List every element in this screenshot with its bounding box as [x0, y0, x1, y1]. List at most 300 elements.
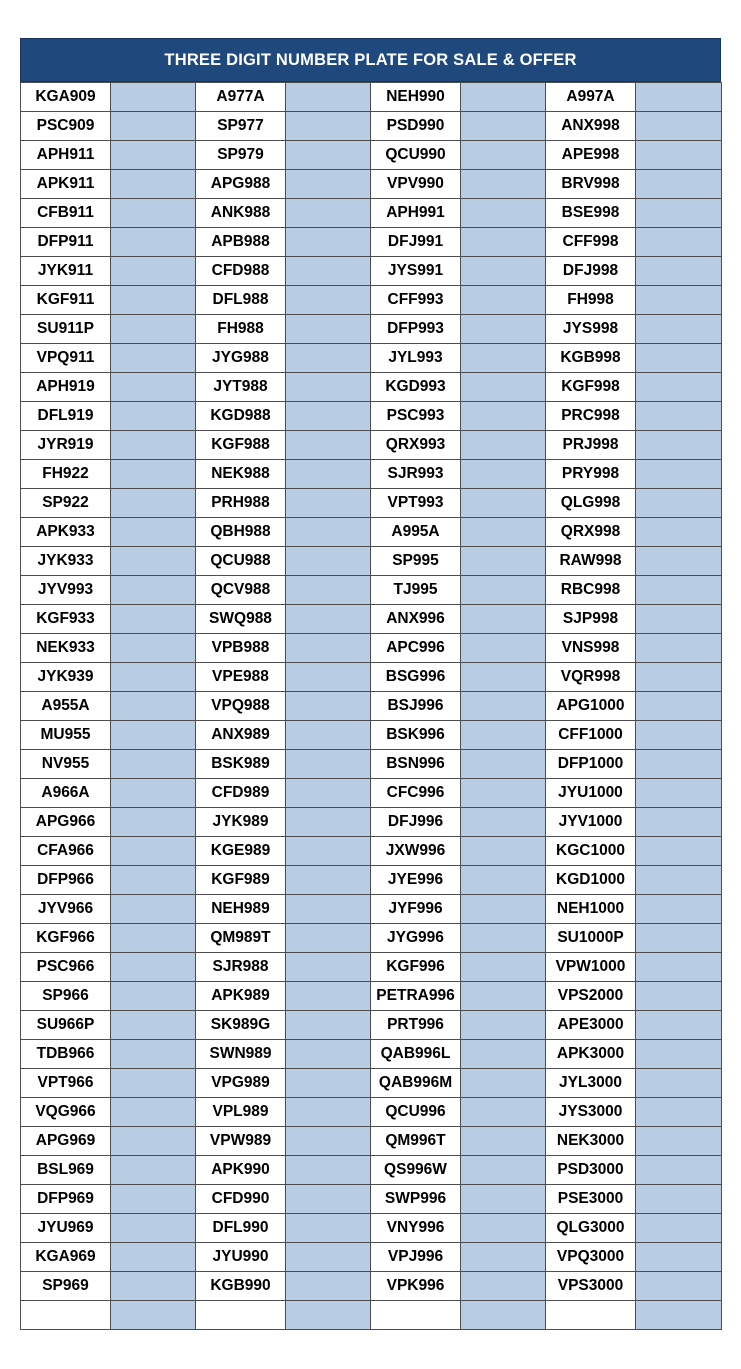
plate-number-cell[interactable]: KGD1000: [546, 866, 636, 895]
offer-cell[interactable]: [286, 373, 371, 402]
offer-cell[interactable]: [111, 721, 196, 750]
offer-cell[interactable]: [111, 344, 196, 373]
offer-cell[interactable]: [636, 924, 722, 953]
plate-number-cell[interactable]: A997A: [546, 83, 636, 112]
plate-number-cell[interactable]: KGD988: [196, 402, 286, 431]
offer-cell[interactable]: [636, 750, 722, 779]
offer-cell[interactable]: [461, 721, 546, 750]
offer-cell[interactable]: [111, 808, 196, 837]
plate-number-cell[interactable]: ANX989: [196, 721, 286, 750]
plate-number-cell[interactable]: VPB988: [196, 634, 286, 663]
plate-number-cell[interactable]: [196, 1301, 286, 1330]
plate-number-cell[interactable]: VQG966: [21, 1098, 111, 1127]
offer-cell[interactable]: [461, 141, 546, 170]
plate-number-cell[interactable]: PRJ998: [546, 431, 636, 460]
offer-cell[interactable]: [461, 1243, 546, 1272]
plate-number-cell[interactable]: QLG3000: [546, 1214, 636, 1243]
plate-number-cell[interactable]: APK989: [196, 982, 286, 1011]
offer-cell[interactable]: [636, 199, 722, 228]
plate-number-cell[interactable]: MU955: [21, 721, 111, 750]
plate-number-cell[interactable]: VPT993: [371, 489, 461, 518]
offer-cell[interactable]: [111, 431, 196, 460]
plate-number-cell[interactable]: QRX993: [371, 431, 461, 460]
offer-cell[interactable]: [636, 692, 722, 721]
plate-number-cell[interactable]: APB988: [196, 228, 286, 257]
offer-cell[interactable]: [636, 634, 722, 663]
offer-cell[interactable]: [461, 895, 546, 924]
offer-cell[interactable]: [461, 518, 546, 547]
offer-cell[interactable]: [111, 402, 196, 431]
plate-number-cell[interactable]: APK933: [21, 518, 111, 547]
offer-cell[interactable]: [461, 779, 546, 808]
plate-number-cell[interactable]: DFP969: [21, 1185, 111, 1214]
plate-number-cell[interactable]: SU1000P: [546, 924, 636, 953]
plate-number-cell[interactable]: JYF996: [371, 895, 461, 924]
plate-number-cell[interactable]: QRX998: [546, 518, 636, 547]
plate-number-cell[interactable]: ANK988: [196, 199, 286, 228]
offer-cell[interactable]: [636, 257, 722, 286]
plate-number-cell[interactable]: ANX996: [371, 605, 461, 634]
plate-number-cell[interactable]: JYR919: [21, 431, 111, 460]
offer-cell[interactable]: [636, 953, 722, 982]
offer-cell[interactable]: [636, 1272, 722, 1301]
plate-number-cell[interactable]: PRY998: [546, 460, 636, 489]
plate-number-cell[interactable]: VPE988: [196, 663, 286, 692]
offer-cell[interactable]: [461, 228, 546, 257]
offer-cell[interactable]: [286, 112, 371, 141]
plate-number-cell[interactable]: QLG998: [546, 489, 636, 518]
plate-number-cell[interactable]: APK3000: [546, 1040, 636, 1069]
plate-number-cell[interactable]: APH919: [21, 373, 111, 402]
plate-number-cell[interactable]: SJR993: [371, 460, 461, 489]
offer-cell[interactable]: [286, 576, 371, 605]
plate-number-cell[interactable]: [371, 1301, 461, 1330]
offer-cell[interactable]: [461, 1156, 546, 1185]
offer-cell[interactable]: [286, 1301, 371, 1330]
offer-cell[interactable]: [111, 112, 196, 141]
plate-number-cell[interactable]: VNY996: [371, 1214, 461, 1243]
plate-number-cell[interactable]: JYU969: [21, 1214, 111, 1243]
plate-number-cell[interactable]: APH991: [371, 199, 461, 228]
offer-cell[interactable]: [111, 576, 196, 605]
plate-number-cell[interactable]: CFF993: [371, 286, 461, 315]
offer-cell[interactable]: [461, 402, 546, 431]
offer-cell[interactable]: [111, 895, 196, 924]
offer-cell[interactable]: [286, 1243, 371, 1272]
offer-cell[interactable]: [636, 83, 722, 112]
offer-cell[interactable]: [111, 982, 196, 1011]
offer-cell[interactable]: [461, 547, 546, 576]
offer-cell[interactable]: [636, 1185, 722, 1214]
plate-number-cell[interactable]: DFL990: [196, 1214, 286, 1243]
offer-cell[interactable]: [111, 199, 196, 228]
plate-number-cell[interactable]: KGC1000: [546, 837, 636, 866]
plate-number-cell[interactable]: KGF966: [21, 924, 111, 953]
offer-cell[interactable]: [636, 402, 722, 431]
offer-cell[interactable]: [636, 344, 722, 373]
plate-number-cell[interactable]: JYV966: [21, 895, 111, 924]
plate-number-cell[interactable]: RBC998: [546, 576, 636, 605]
plate-number-cell[interactable]: PRH988: [196, 489, 286, 518]
plate-number-cell[interactable]: SK989G: [196, 1011, 286, 1040]
plate-number-cell[interactable]: VPW1000: [546, 953, 636, 982]
plate-number-cell[interactable]: DFJ991: [371, 228, 461, 257]
plate-number-cell[interactable]: JYS3000: [546, 1098, 636, 1127]
offer-cell[interactable]: [636, 228, 722, 257]
offer-cell[interactable]: [636, 866, 722, 895]
plate-number-cell[interactable]: DFP911: [21, 228, 111, 257]
offer-cell[interactable]: [286, 663, 371, 692]
plate-number-cell[interactable]: JYU990: [196, 1243, 286, 1272]
plate-number-cell[interactable]: APE3000: [546, 1011, 636, 1040]
plate-number-cell[interactable]: [21, 1301, 111, 1330]
plate-number-cell[interactable]: FH922: [21, 460, 111, 489]
plate-number-cell[interactable]: JYS991: [371, 257, 461, 286]
offer-cell[interactable]: [461, 866, 546, 895]
plate-number-cell[interactable]: APG966: [21, 808, 111, 837]
offer-cell[interactable]: [286, 286, 371, 315]
plate-number-cell[interactable]: VPG989: [196, 1069, 286, 1098]
plate-number-cell[interactable]: PSD3000: [546, 1156, 636, 1185]
plate-number-cell[interactable]: KGF998: [546, 373, 636, 402]
offer-cell[interactable]: [286, 1185, 371, 1214]
offer-cell[interactable]: [111, 460, 196, 489]
offer-cell[interactable]: [286, 199, 371, 228]
offer-cell[interactable]: [286, 228, 371, 257]
offer-cell[interactable]: [636, 895, 722, 924]
offer-cell[interactable]: [111, 170, 196, 199]
offer-cell[interactable]: [111, 373, 196, 402]
plate-number-cell[interactable]: SJR988: [196, 953, 286, 982]
offer-cell[interactable]: [286, 402, 371, 431]
plate-number-cell[interactable]: CFD989: [196, 779, 286, 808]
offer-cell[interactable]: [286, 1272, 371, 1301]
offer-cell[interactable]: [636, 170, 722, 199]
offer-cell[interactable]: [286, 982, 371, 1011]
offer-cell[interactable]: [286, 1156, 371, 1185]
plate-number-cell[interactable]: APG1000: [546, 692, 636, 721]
offer-cell[interactable]: [111, 257, 196, 286]
offer-cell[interactable]: [461, 170, 546, 199]
plate-number-cell[interactable]: QAB996L: [371, 1040, 461, 1069]
offer-cell[interactable]: [111, 605, 196, 634]
offer-cell[interactable]: [461, 1069, 546, 1098]
plate-number-cell[interactable]: KGD993: [371, 373, 461, 402]
offer-cell[interactable]: [461, 1098, 546, 1127]
plate-number-cell[interactable]: NEK988: [196, 460, 286, 489]
plate-number-cell[interactable]: NEH990: [371, 83, 461, 112]
offer-cell[interactable]: [461, 924, 546, 953]
offer-cell[interactable]: [636, 779, 722, 808]
plate-number-cell[interactable]: BSL969: [21, 1156, 111, 1185]
plate-number-cell[interactable]: VPW989: [196, 1127, 286, 1156]
offer-cell[interactable]: [461, 1127, 546, 1156]
offer-cell[interactable]: [636, 837, 722, 866]
plate-number-cell[interactable]: BSN996: [371, 750, 461, 779]
offer-cell[interactable]: [111, 1156, 196, 1185]
offer-cell[interactable]: [461, 315, 546, 344]
offer-cell[interactable]: [286, 1214, 371, 1243]
plate-number-cell[interactable]: KGF911: [21, 286, 111, 315]
plate-number-cell[interactable]: TDB966: [21, 1040, 111, 1069]
offer-cell[interactable]: [286, 344, 371, 373]
offer-cell[interactable]: [286, 257, 371, 286]
offer-cell[interactable]: [636, 982, 722, 1011]
plate-number-cell[interactable]: APK911: [21, 170, 111, 199]
offer-cell[interactable]: [286, 1127, 371, 1156]
plate-number-cell[interactable]: APG988: [196, 170, 286, 199]
offer-cell[interactable]: [286, 170, 371, 199]
plate-number-cell[interactable]: VPK996: [371, 1272, 461, 1301]
offer-cell[interactable]: [286, 808, 371, 837]
offer-cell[interactable]: [461, 112, 546, 141]
offer-cell[interactable]: [461, 808, 546, 837]
plate-number-cell[interactable]: JYK939: [21, 663, 111, 692]
offer-cell[interactable]: [286, 605, 371, 634]
plate-number-cell[interactable]: PSE3000: [546, 1185, 636, 1214]
plate-number-cell[interactable]: SU966P: [21, 1011, 111, 1040]
plate-number-cell[interactable]: QM989T: [196, 924, 286, 953]
offer-cell[interactable]: [111, 1098, 196, 1127]
offer-cell[interactable]: [111, 1301, 196, 1330]
offer-cell[interactable]: [636, 431, 722, 460]
plate-number-cell[interactable]: APC996: [371, 634, 461, 663]
plate-number-cell[interactable]: JYL3000: [546, 1069, 636, 1098]
plate-number-cell[interactable]: JXW996: [371, 837, 461, 866]
plate-number-cell[interactable]: QM996T: [371, 1127, 461, 1156]
offer-cell[interactable]: [111, 1272, 196, 1301]
plate-number-cell[interactable]: CFD988: [196, 257, 286, 286]
offer-cell[interactable]: [286, 547, 371, 576]
offer-cell[interactable]: [461, 750, 546, 779]
offer-cell[interactable]: [461, 605, 546, 634]
offer-cell[interactable]: [286, 953, 371, 982]
offer-cell[interactable]: [636, 460, 722, 489]
offer-cell[interactable]: [461, 982, 546, 1011]
plate-number-cell[interactable]: VPV990: [371, 170, 461, 199]
plate-number-cell[interactable]: KGF988: [196, 431, 286, 460]
plate-number-cell[interactable]: PSC966: [21, 953, 111, 982]
plate-number-cell[interactable]: JYV993: [21, 576, 111, 605]
plate-number-cell[interactable]: APH911: [21, 141, 111, 170]
offer-cell[interactable]: [636, 112, 722, 141]
plate-number-cell[interactable]: A977A: [196, 83, 286, 112]
plate-number-cell[interactable]: QCU990: [371, 141, 461, 170]
plate-number-cell[interactable]: SP979: [196, 141, 286, 170]
offer-cell[interactable]: [636, 1040, 722, 1069]
offer-cell[interactable]: [111, 866, 196, 895]
plate-number-cell[interactable]: APK990: [196, 1156, 286, 1185]
plate-number-cell[interactable]: KGE989: [196, 837, 286, 866]
plate-number-cell[interactable]: VPS3000: [546, 1272, 636, 1301]
offer-cell[interactable]: [636, 808, 722, 837]
plate-number-cell[interactable]: A955A: [21, 692, 111, 721]
offer-cell[interactable]: [286, 866, 371, 895]
offer-cell[interactable]: [111, 315, 196, 344]
offer-cell[interactable]: [286, 315, 371, 344]
offer-cell[interactable]: [111, 953, 196, 982]
offer-cell[interactable]: [286, 83, 371, 112]
offer-cell[interactable]: [111, 750, 196, 779]
offer-cell[interactable]: [636, 547, 722, 576]
plate-number-cell[interactable]: BSE998: [546, 199, 636, 228]
offer-cell[interactable]: [111, 1243, 196, 1272]
offer-cell[interactable]: [461, 344, 546, 373]
offer-cell[interactable]: [636, 721, 722, 750]
offer-cell[interactable]: [636, 1214, 722, 1243]
offer-cell[interactable]: [111, 547, 196, 576]
plate-number-cell[interactable]: PRC998: [546, 402, 636, 431]
plate-number-cell[interactable]: JYV1000: [546, 808, 636, 837]
offer-cell[interactable]: [111, 489, 196, 518]
offer-cell[interactable]: [461, 663, 546, 692]
offer-cell[interactable]: [461, 257, 546, 286]
plate-number-cell[interactable]: APG969: [21, 1127, 111, 1156]
plate-number-cell[interactable]: VPQ911: [21, 344, 111, 373]
plate-number-cell[interactable]: VPJ996: [371, 1243, 461, 1272]
plate-number-cell[interactable]: JYK933: [21, 547, 111, 576]
plate-number-cell[interactable]: SWN989: [196, 1040, 286, 1069]
plate-number-cell[interactable]: VPQ988: [196, 692, 286, 721]
plate-number-cell[interactable]: PSC993: [371, 402, 461, 431]
offer-cell[interactable]: [111, 1069, 196, 1098]
offer-cell[interactable]: [636, 518, 722, 547]
offer-cell[interactable]: [286, 1098, 371, 1127]
offer-cell[interactable]: [286, 1040, 371, 1069]
offer-cell[interactable]: [636, 489, 722, 518]
plate-number-cell[interactable]: SP922: [21, 489, 111, 518]
plate-number-cell[interactable]: KGF989: [196, 866, 286, 895]
offer-cell[interactable]: [461, 1272, 546, 1301]
plate-number-cell[interactable]: VQR998: [546, 663, 636, 692]
offer-cell[interactable]: [636, 663, 722, 692]
offer-cell[interactable]: [461, 489, 546, 518]
plate-number-cell[interactable]: KGF933: [21, 605, 111, 634]
offer-cell[interactable]: [636, 1127, 722, 1156]
offer-cell[interactable]: [461, 286, 546, 315]
plate-number-cell[interactable]: DFJ996: [371, 808, 461, 837]
plate-number-cell[interactable]: VPQ3000: [546, 1243, 636, 1272]
offer-cell[interactable]: [461, 431, 546, 460]
offer-cell[interactable]: [286, 924, 371, 953]
offer-cell[interactable]: [636, 1301, 722, 1330]
plate-number-cell[interactable]: A966A: [21, 779, 111, 808]
offer-cell[interactable]: [461, 1214, 546, 1243]
plate-number-cell[interactable]: BSK989: [196, 750, 286, 779]
offer-cell[interactable]: [111, 141, 196, 170]
offer-cell[interactable]: [286, 141, 371, 170]
plate-number-cell[interactable]: JYU1000: [546, 779, 636, 808]
plate-number-cell[interactable]: APE998: [546, 141, 636, 170]
plate-number-cell[interactable]: QCU996: [371, 1098, 461, 1127]
plate-number-cell[interactable]: KGB990: [196, 1272, 286, 1301]
offer-cell[interactable]: [111, 83, 196, 112]
plate-number-cell[interactable]: CFB911: [21, 199, 111, 228]
offer-cell[interactable]: [111, 228, 196, 257]
plate-number-cell[interactable]: JYE996: [371, 866, 461, 895]
offer-cell[interactable]: [286, 692, 371, 721]
offer-cell[interactable]: [111, 1011, 196, 1040]
offer-cell[interactable]: [286, 721, 371, 750]
plate-number-cell[interactable]: JYS998: [546, 315, 636, 344]
offer-cell[interactable]: [636, 1011, 722, 1040]
offer-cell[interactable]: [111, 518, 196, 547]
plate-number-cell[interactable]: QCU988: [196, 547, 286, 576]
plate-number-cell[interactable]: JYK989: [196, 808, 286, 837]
offer-cell[interactable]: [286, 518, 371, 547]
offer-cell[interactable]: [111, 692, 196, 721]
plate-number-cell[interactable]: BSG996: [371, 663, 461, 692]
plate-number-cell[interactable]: RAW998: [546, 547, 636, 576]
plate-number-cell[interactable]: BSJ996: [371, 692, 461, 721]
plate-number-cell[interactable]: KGB998: [546, 344, 636, 373]
offer-cell[interactable]: [461, 83, 546, 112]
offer-cell[interactable]: [461, 953, 546, 982]
plate-number-cell[interactable]: QBH988: [196, 518, 286, 547]
offer-cell[interactable]: [111, 924, 196, 953]
plate-number-cell[interactable]: PSC909: [21, 112, 111, 141]
plate-number-cell[interactable]: VPL989: [196, 1098, 286, 1127]
offer-cell[interactable]: [286, 1011, 371, 1040]
plate-number-cell[interactable]: JYK911: [21, 257, 111, 286]
plate-number-cell[interactable]: VNS998: [546, 634, 636, 663]
offer-cell[interactable]: [461, 576, 546, 605]
plate-number-cell[interactable]: A995A: [371, 518, 461, 547]
plate-number-cell[interactable]: QCV988: [196, 576, 286, 605]
plate-number-cell[interactable]: VPT966: [21, 1069, 111, 1098]
plate-number-cell[interactable]: NEK3000: [546, 1127, 636, 1156]
offer-cell[interactable]: [111, 1185, 196, 1214]
offer-cell[interactable]: [286, 460, 371, 489]
plate-number-cell[interactable]: JYG988: [196, 344, 286, 373]
plate-number-cell[interactable]: NEH989: [196, 895, 286, 924]
plate-number-cell[interactable]: QS996W: [371, 1156, 461, 1185]
offer-cell[interactable]: [461, 1011, 546, 1040]
offer-cell[interactable]: [636, 141, 722, 170]
offer-cell[interactable]: [286, 895, 371, 924]
offer-cell[interactable]: [636, 576, 722, 605]
plate-number-cell[interactable]: TJ995: [371, 576, 461, 605]
offer-cell[interactable]: [636, 373, 722, 402]
plate-number-cell[interactable]: BSK996: [371, 721, 461, 750]
plate-number-cell[interactable]: NEK933: [21, 634, 111, 663]
plate-number-cell[interactable]: QAB996M: [371, 1069, 461, 1098]
plate-number-cell[interactable]: KGA909: [21, 83, 111, 112]
plate-number-cell[interactable]: JYG996: [371, 924, 461, 953]
plate-number-cell[interactable]: DFJ998: [546, 257, 636, 286]
plate-number-cell[interactable]: SJP998: [546, 605, 636, 634]
offer-cell[interactable]: [286, 750, 371, 779]
offer-cell[interactable]: [461, 460, 546, 489]
plate-number-cell[interactable]: DFL919: [21, 402, 111, 431]
offer-cell[interactable]: [636, 1098, 722, 1127]
offer-cell[interactable]: [461, 837, 546, 866]
offer-cell[interactable]: [111, 286, 196, 315]
plate-number-cell[interactable]: KGF996: [371, 953, 461, 982]
offer-cell[interactable]: [636, 315, 722, 344]
plate-number-cell[interactable]: FH988: [196, 315, 286, 344]
offer-cell[interactable]: [111, 634, 196, 663]
plate-number-cell[interactable]: FH998: [546, 286, 636, 315]
plate-number-cell[interactable]: SP969: [21, 1272, 111, 1301]
plate-number-cell[interactable]: DFL988: [196, 286, 286, 315]
offer-cell[interactable]: [111, 1127, 196, 1156]
plate-number-cell[interactable]: VPS2000: [546, 982, 636, 1011]
plate-number-cell[interactable]: JYT988: [196, 373, 286, 402]
plate-number-cell[interactable]: SP995: [371, 547, 461, 576]
plate-number-cell[interactable]: ANX998: [546, 112, 636, 141]
plate-number-cell[interactable]: PETRA996: [371, 982, 461, 1011]
